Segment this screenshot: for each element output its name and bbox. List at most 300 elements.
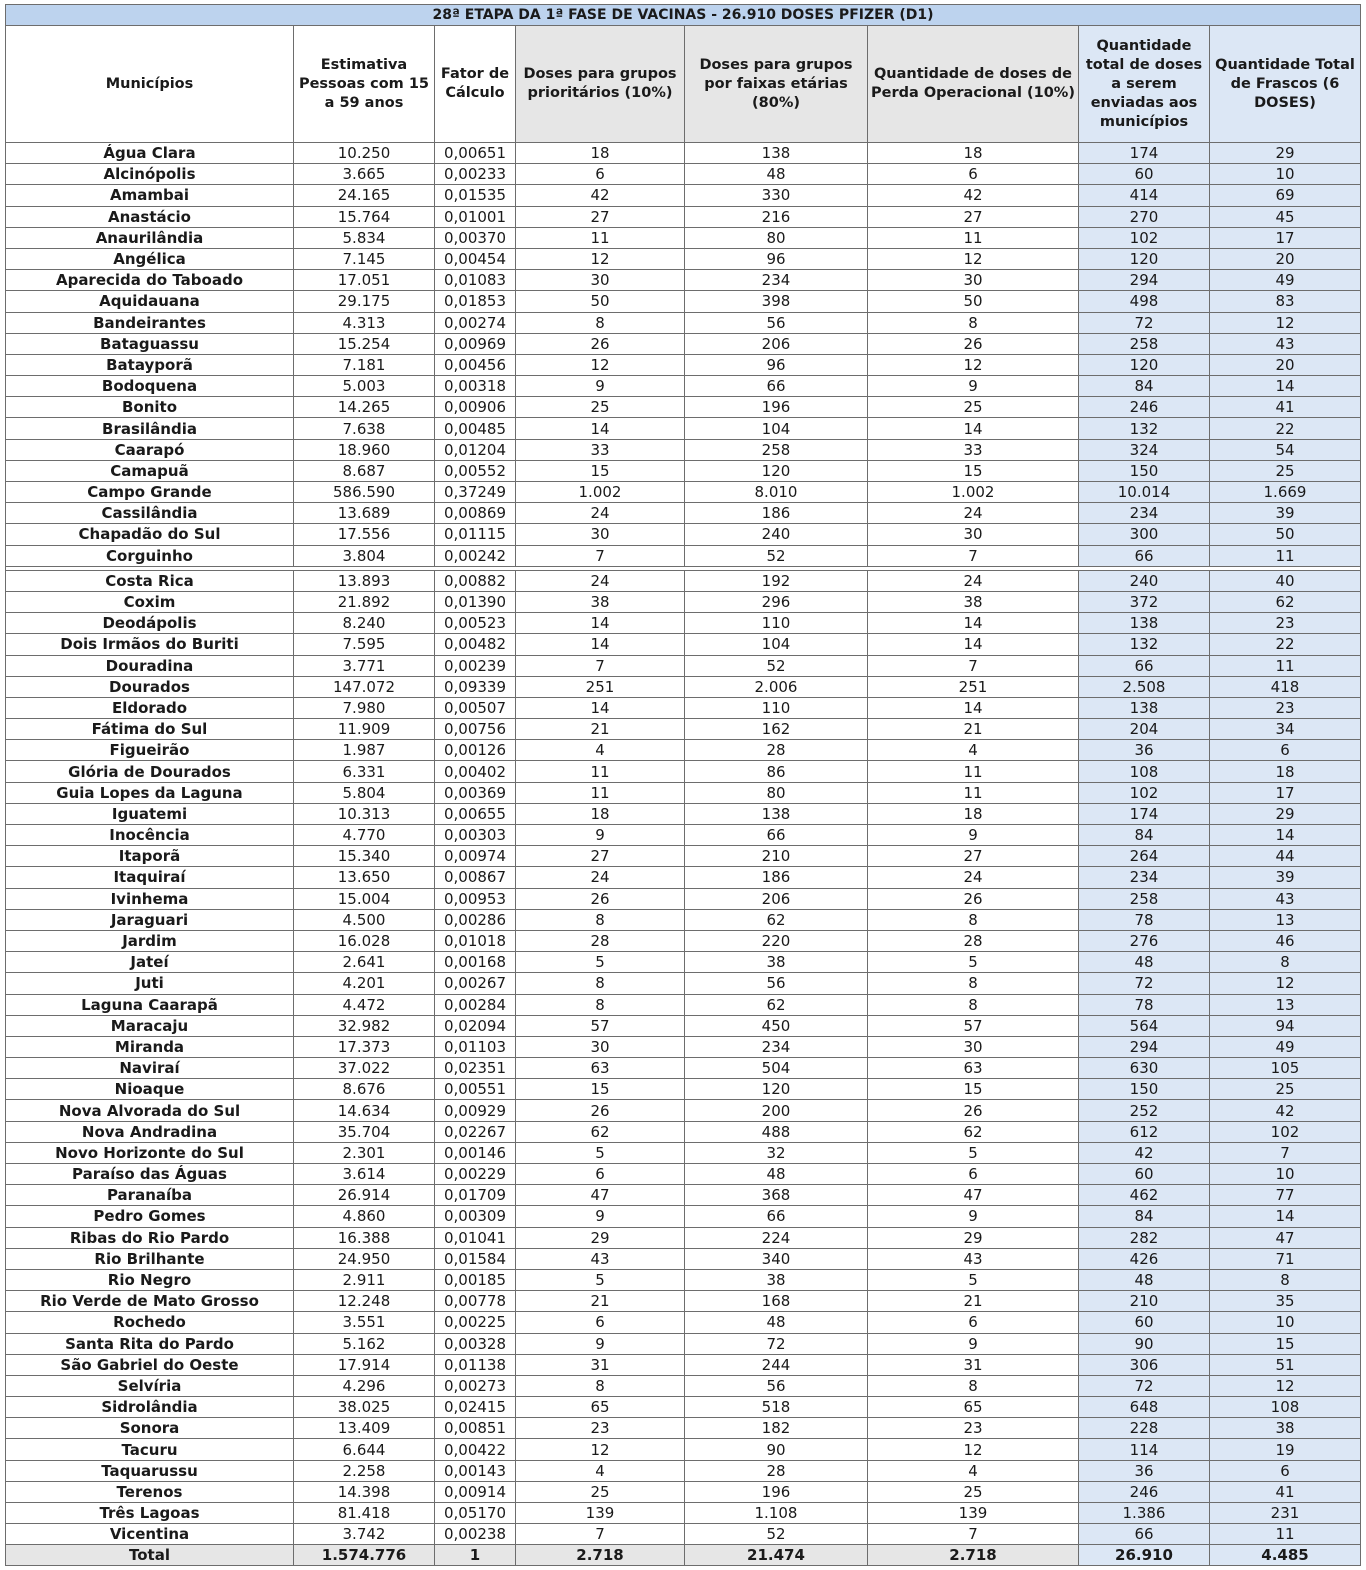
- cell-municipio: Eldorado: [6, 697, 294, 718]
- cell-perda-operacional: 21: [868, 1291, 1079, 1312]
- cell-fator: 0,00914: [435, 1481, 516, 1502]
- cell-perda-operacional: 5: [868, 1269, 1079, 1290]
- cell-doses-prioritarios: 139: [516, 1503, 685, 1524]
- cell-perda-operacional: 24: [868, 503, 1079, 524]
- cell-fator: 0,01390: [435, 591, 516, 612]
- cell-total-doses: 78: [1079, 909, 1210, 930]
- cell-total-doses: 120: [1079, 354, 1210, 375]
- cell-doses-prioritarios: 24: [516, 570, 685, 591]
- cell-doses-prioritarios: 18: [516, 143, 685, 164]
- cell-total-doses: 138: [1079, 613, 1210, 634]
- cell-estimativa: 21.892: [294, 591, 435, 612]
- cell-doses-faixas: 450: [685, 1015, 868, 1036]
- cell-fator: 0,37249: [435, 482, 516, 503]
- cell-estimativa: 2.301: [294, 1142, 435, 1163]
- cell-municipio: Pedro Gomes: [6, 1206, 294, 1227]
- cell-municipio: Dourados: [6, 676, 294, 697]
- cell-estimativa: 7.638: [294, 418, 435, 439]
- cell-doses-faixas: 38: [685, 952, 868, 973]
- cell-estimativa: 10.250: [294, 143, 435, 164]
- cell-municipio: Santa Rita do Pardo: [6, 1333, 294, 1354]
- cell-perda-operacional: 47: [868, 1185, 1079, 1206]
- cell-estimativa: 5.003: [294, 376, 435, 397]
- cell-municipio: Aparecida do Taboado: [6, 270, 294, 291]
- cell-doses-faixas: 398: [685, 291, 868, 312]
- cell-fator: 0,00974: [435, 846, 516, 867]
- cell-doses-prioritarios: 11: [516, 227, 685, 248]
- cell-doses-prioritarios: 7: [516, 655, 685, 676]
- cell-doses-faixas: 96: [685, 248, 868, 269]
- cell-fator: 0,00146: [435, 1142, 516, 1163]
- cell-municipio: Fátima do Sul: [6, 719, 294, 740]
- cell-municipio: Rio Verde de Mato Grosso: [6, 1291, 294, 1312]
- cell-estimativa: 26.914: [294, 1185, 435, 1206]
- cell-total-doses: 84: [1079, 825, 1210, 846]
- cell-municipio: Brasilândia: [6, 418, 294, 439]
- cell-perda-operacional: 57: [868, 1015, 1079, 1036]
- cell-estimativa: 15.764: [294, 206, 435, 227]
- cell-total-frascos: 105: [1210, 1058, 1361, 1079]
- cell-doses-prioritarios: 12: [516, 248, 685, 269]
- cell-total-doses: 10.014: [1079, 482, 1210, 503]
- cell-doses-faixas: 104: [685, 634, 868, 655]
- cell-municipio: Jaraguari: [6, 909, 294, 930]
- table-body: [6, 143, 1361, 1545]
- cell-doses-faixas: 244: [685, 1354, 868, 1375]
- cell-total-frascos: 14: [1210, 1206, 1361, 1227]
- cell-total-frascos: 22: [1210, 418, 1361, 439]
- cell-total-frascos: 69: [1210, 185, 1361, 206]
- cell-doses-faixas: 28: [685, 740, 868, 761]
- cell-municipio: Terenos: [6, 1481, 294, 1502]
- cell-doses-faixas: 56: [685, 312, 868, 333]
- table-row: [6, 1206, 1361, 1227]
- cell-perda-operacional: 9: [868, 825, 1079, 846]
- cell-total-doses: 78: [1079, 994, 1210, 1015]
- cell-municipio: Nova Alvorada do Sul: [6, 1100, 294, 1121]
- cell-doses-faixas: 72: [685, 1333, 868, 1354]
- cell-doses-faixas: 504: [685, 1058, 868, 1079]
- cell-total-frascos: 231: [1210, 1503, 1361, 1524]
- cell-municipio: Bodoquena: [6, 376, 294, 397]
- cell-total-frascos: 29: [1210, 143, 1361, 164]
- total-doses-prioritarios: 2.718: [516, 1545, 685, 1566]
- cell-estimativa: 13.409: [294, 1418, 435, 1439]
- cell-municipio: Paraíso das Águas: [6, 1164, 294, 1185]
- table-row: [6, 867, 1361, 888]
- cell-municipio: Novo Horizonte do Sul: [6, 1142, 294, 1163]
- cell-perda-operacional: 12: [868, 1439, 1079, 1460]
- cell-municipio: Rio Brilhante: [6, 1248, 294, 1269]
- cell-fator: 0,00168: [435, 952, 516, 973]
- cell-total-doses: 270: [1079, 206, 1210, 227]
- cell-perda-operacional: 18: [868, 143, 1079, 164]
- cell-total-doses: 264: [1079, 846, 1210, 867]
- cell-total-frascos: 14: [1210, 825, 1361, 846]
- cell-doses-faixas: 258: [685, 439, 868, 460]
- cell-estimativa: 24.950: [294, 1248, 435, 1269]
- cell-municipio: Rochedo: [6, 1312, 294, 1333]
- cell-total-doses: 234: [1079, 503, 1210, 524]
- table-row: [6, 888, 1361, 909]
- cell-perda-operacional: 9: [868, 1206, 1079, 1227]
- cell-total-frascos: 1.669: [1210, 482, 1361, 503]
- cell-fator: 0,01535: [435, 185, 516, 206]
- cell-estimativa: 6.331: [294, 761, 435, 782]
- cell-doses-prioritarios: 28: [516, 930, 685, 951]
- cell-estimativa: 35.704: [294, 1121, 435, 1142]
- cell-estimativa: 13.893: [294, 570, 435, 591]
- table-row: [6, 1079, 1361, 1100]
- cell-doses-prioritarios: 11: [516, 761, 685, 782]
- table-row: [6, 248, 1361, 269]
- cell-total-doses: 66: [1079, 655, 1210, 676]
- cell-municipio: Cassilândia: [6, 503, 294, 524]
- cell-total-frascos: 25: [1210, 1079, 1361, 1100]
- cell-total-doses: 630: [1079, 1058, 1210, 1079]
- cell-fator: 0,01204: [435, 439, 516, 460]
- cell-total-doses: 2.508: [1079, 676, 1210, 697]
- cell-doses-faixas: 38: [685, 1269, 868, 1290]
- cell-total-frascos: 108: [1210, 1397, 1361, 1418]
- cell-fator: 0,00185: [435, 1269, 516, 1290]
- table-row: [6, 1185, 1361, 1206]
- cell-perda-operacional: 27: [868, 206, 1079, 227]
- cell-doses-prioritarios: 21: [516, 1291, 685, 1312]
- vaccine-distribution-table: [5, 4, 1361, 1566]
- cell-doses-faixas: 234: [685, 1036, 868, 1057]
- cell-doses-prioritarios: 47: [516, 1185, 685, 1206]
- cell-fator: 0,00284: [435, 994, 516, 1015]
- cell-doses-prioritarios: 24: [516, 503, 685, 524]
- cell-fator: 0,02415: [435, 1397, 516, 1418]
- cell-total-frascos: 41: [1210, 397, 1361, 418]
- cell-doses-prioritarios: 14: [516, 613, 685, 634]
- table-row: [6, 803, 1361, 824]
- cell-total-frascos: 10: [1210, 1312, 1361, 1333]
- cell-doses-faixas: 96: [685, 354, 868, 375]
- cell-total-doses: 246: [1079, 397, 1210, 418]
- cell-doses-prioritarios: 30: [516, 1036, 685, 1057]
- cell-doses-faixas: 488: [685, 1121, 868, 1142]
- cell-perda-operacional: 8: [868, 312, 1079, 333]
- cell-total-frascos: 45: [1210, 206, 1361, 227]
- cell-doses-faixas: 8.010: [685, 482, 868, 503]
- cell-estimativa: 15.254: [294, 333, 435, 354]
- cell-total-frascos: 51: [1210, 1354, 1361, 1375]
- cell-total-frascos: 11: [1210, 545, 1361, 566]
- cell-total-frascos: 8: [1210, 952, 1361, 973]
- cell-doses-prioritarios: 33: [516, 439, 685, 460]
- cell-perda-operacional: 30: [868, 524, 1079, 545]
- cell-doses-prioritarios: 62: [516, 1121, 685, 1142]
- cell-municipio: Juti: [6, 973, 294, 994]
- cell-estimativa: 4.296: [294, 1375, 435, 1396]
- cell-doses-prioritarios: 31: [516, 1354, 685, 1375]
- cell-perda-operacional: 15: [868, 460, 1079, 481]
- cell-total-doses: 174: [1079, 143, 1210, 164]
- cell-fator: 0,02267: [435, 1121, 516, 1142]
- cell-fator: 0,02351: [435, 1058, 516, 1079]
- cell-estimativa: 38.025: [294, 1397, 435, 1418]
- total-row: [6, 1545, 1361, 1566]
- cell-total-frascos: 22: [1210, 634, 1361, 655]
- cell-doses-faixas: 62: [685, 909, 868, 930]
- table-row: [6, 545, 1361, 566]
- cell-fator: 0,00454: [435, 248, 516, 269]
- cell-perda-operacional: 6: [868, 164, 1079, 185]
- cell-total-doses: 246: [1079, 1481, 1210, 1502]
- cell-total-doses: 258: [1079, 333, 1210, 354]
- total-estimativa: 1.574.776: [294, 1545, 435, 1566]
- cell-fator: 0,01041: [435, 1227, 516, 1248]
- cell-doses-prioritarios: 14: [516, 418, 685, 439]
- cell-municipio: Itaporã: [6, 846, 294, 867]
- cell-fator: 0,00953: [435, 888, 516, 909]
- cell-total-frascos: 29: [1210, 803, 1361, 824]
- cell-fator: 0,00274: [435, 312, 516, 333]
- cell-perda-operacional: 65: [868, 1397, 1079, 1418]
- cell-estimativa: 4.201: [294, 973, 435, 994]
- cell-total-frascos: 17: [1210, 227, 1361, 248]
- cell-doses-prioritarios: 12: [516, 354, 685, 375]
- cell-fator: 0,00651: [435, 143, 516, 164]
- cell-doses-prioritarios: 5: [516, 1269, 685, 1290]
- cell-perda-operacional: 30: [868, 270, 1079, 291]
- cell-doses-prioritarios: 38: [516, 591, 685, 612]
- cell-total-doses: 228: [1079, 1418, 1210, 1439]
- cell-total-doses: 1.386: [1079, 1503, 1210, 1524]
- cell-total-frascos: 20: [1210, 354, 1361, 375]
- cell-fator: 0,00229: [435, 1164, 516, 1185]
- cell-total-frascos: 49: [1210, 1036, 1361, 1057]
- cell-estimativa: 3.742: [294, 1524, 435, 1545]
- cell-total-doses: 108: [1079, 761, 1210, 782]
- cell-municipio: Figueirão: [6, 740, 294, 761]
- cell-perda-operacional: 251: [868, 676, 1079, 697]
- table-row: [6, 846, 1361, 867]
- cell-doses-prioritarios: 24: [516, 867, 685, 888]
- header-total-doses: Quantidade total de doses a serem enviadas aos municípios: [1079, 26, 1210, 143]
- cell-municipio: Corguinho: [6, 545, 294, 566]
- cell-doses-faixas: 138: [685, 803, 868, 824]
- cell-perda-operacional: 12: [868, 248, 1079, 269]
- cell-total-frascos: 17: [1210, 782, 1361, 803]
- cell-total-frascos: 20: [1210, 248, 1361, 269]
- cell-estimativa: 24.165: [294, 185, 435, 206]
- cell-doses-prioritarios: 8: [516, 909, 685, 930]
- cell-estimativa: 17.914: [294, 1354, 435, 1375]
- cell-municipio: Selvíria: [6, 1375, 294, 1396]
- table-row: [6, 418, 1361, 439]
- cell-doses-faixas: 186: [685, 867, 868, 888]
- table-row: [6, 270, 1361, 291]
- cell-doses-prioritarios: 25: [516, 1481, 685, 1502]
- total-label: Total: [6, 1545, 294, 1566]
- table-row: [6, 291, 1361, 312]
- table-row: [6, 524, 1361, 545]
- cell-fator: 0,00507: [435, 697, 516, 718]
- cell-estimativa: 81.418: [294, 1503, 435, 1524]
- cell-doses-faixas: 120: [685, 1079, 868, 1100]
- cell-perda-operacional: 25: [868, 397, 1079, 418]
- table-row: [6, 1503, 1361, 1524]
- cell-perda-operacional: 9: [868, 1333, 1079, 1354]
- cell-municipio: Taquarussu: [6, 1460, 294, 1481]
- cell-doses-faixas: 48: [685, 164, 868, 185]
- cell-fator: 0,00551: [435, 1079, 516, 1100]
- cell-doses-faixas: 28: [685, 1460, 868, 1481]
- cell-fator: 0,00867: [435, 867, 516, 888]
- cell-total-doses: 234: [1079, 867, 1210, 888]
- cell-total-doses: 48: [1079, 952, 1210, 973]
- cell-municipio: Miranda: [6, 1036, 294, 1057]
- table-row: [6, 376, 1361, 397]
- cell-perda-operacional: 139: [868, 1503, 1079, 1524]
- cell-estimativa: 14.398: [294, 1481, 435, 1502]
- cell-perda-operacional: 11: [868, 227, 1079, 248]
- cell-doses-prioritarios: 9: [516, 1333, 685, 1354]
- table-row: [6, 439, 1361, 460]
- cell-perda-operacional: 63: [868, 1058, 1079, 1079]
- cell-total-doses: 300: [1079, 524, 1210, 545]
- cell-doses-prioritarios: 23: [516, 1418, 685, 1439]
- cell-estimativa: 7.181: [294, 354, 435, 375]
- cell-perda-operacional: 18: [868, 803, 1079, 824]
- cell-estimativa: 10.313: [294, 803, 435, 824]
- cell-total-frascos: 54: [1210, 439, 1361, 460]
- cell-perda-operacional: 33: [868, 439, 1079, 460]
- cell-doses-faixas: 168: [685, 1291, 868, 1312]
- table-row: [6, 1460, 1361, 1481]
- cell-doses-prioritarios: 5: [516, 1142, 685, 1163]
- cell-doses-prioritarios: 15: [516, 460, 685, 481]
- cell-doses-prioritarios: 18: [516, 803, 685, 824]
- cell-total-doses: 60: [1079, 164, 1210, 185]
- cell-doses-prioritarios: 43: [516, 1248, 685, 1269]
- cell-perda-operacional: 26: [868, 1100, 1079, 1121]
- header-perda-operacional: Quantidade de doses de Perda Operacional (10%): [868, 26, 1079, 143]
- header-estimativa: Estimativa Pessoas com 15 a 59 anos: [294, 26, 435, 143]
- cell-municipio: Jardim: [6, 930, 294, 951]
- table-row: [6, 1418, 1361, 1439]
- cell-fator: 0,01138: [435, 1354, 516, 1375]
- cell-doses-prioritarios: 8: [516, 312, 685, 333]
- cell-estimativa: 16.028: [294, 930, 435, 951]
- cell-doses-prioritarios: 251: [516, 676, 685, 697]
- table-row: [6, 397, 1361, 418]
- cell-municipio: Costa Rica: [6, 570, 294, 591]
- cell-doses-faixas: 224: [685, 1227, 868, 1248]
- cell-doses-prioritarios: 7: [516, 1524, 685, 1545]
- cell-municipio: Chapadão do Sul: [6, 524, 294, 545]
- cell-doses-prioritarios: 15: [516, 1079, 685, 1100]
- cell-estimativa: 2.258: [294, 1460, 435, 1481]
- table-row: [6, 1524, 1361, 1545]
- cell-perda-operacional: 31: [868, 1354, 1079, 1375]
- table-row: [6, 143, 1361, 164]
- total-frascos: 4.485: [1210, 1545, 1361, 1566]
- cell-doses-prioritarios: 8: [516, 973, 685, 994]
- cell-doses-prioritarios: 14: [516, 697, 685, 718]
- table-row: [6, 825, 1361, 846]
- cell-estimativa: 3.614: [294, 1164, 435, 1185]
- cell-doses-prioritarios: 9: [516, 1206, 685, 1227]
- cell-doses-faixas: 2.006: [685, 676, 868, 697]
- cell-total-frascos: 23: [1210, 697, 1361, 718]
- cell-total-doses: 174: [1079, 803, 1210, 824]
- cell-perda-operacional: 26: [868, 888, 1079, 909]
- cell-fator: 0,00869: [435, 503, 516, 524]
- cell-estimativa: 4.500: [294, 909, 435, 930]
- cell-fator: 0,00523: [435, 613, 516, 634]
- cell-doses-prioritarios: 4: [516, 1460, 685, 1481]
- cell-estimativa: 3.551: [294, 1312, 435, 1333]
- cell-estimativa: 147.072: [294, 676, 435, 697]
- table-row: [6, 591, 1361, 612]
- cell-doses-faixas: 90: [685, 1439, 868, 1460]
- cell-doses-faixas: 120: [685, 460, 868, 481]
- table-row: [6, 206, 1361, 227]
- cell-perda-operacional: 25: [868, 1481, 1079, 1502]
- cell-doses-prioritarios: 14: [516, 634, 685, 655]
- cell-doses-prioritarios: 26: [516, 1100, 685, 1121]
- cell-total-doses: 114: [1079, 1439, 1210, 1460]
- table-row: [6, 1121, 1361, 1142]
- header-fator: Fator de Cálculo: [435, 26, 516, 143]
- cell-municipio: São Gabriel do Oeste: [6, 1354, 294, 1375]
- cell-municipio: Angélica: [6, 248, 294, 269]
- cell-total-doses: 426: [1079, 1248, 1210, 1269]
- cell-estimativa: 586.590: [294, 482, 435, 503]
- table-row: [6, 930, 1361, 951]
- table-row: [6, 1036, 1361, 1057]
- cell-municipio: Bonito: [6, 397, 294, 418]
- cell-total-frascos: 49: [1210, 270, 1361, 291]
- cell-doses-faixas: 206: [685, 888, 868, 909]
- cell-doses-prioritarios: 26: [516, 888, 685, 909]
- cell-total-frascos: 11: [1210, 655, 1361, 676]
- cell-estimativa: 13.650: [294, 867, 435, 888]
- cell-perda-operacional: 8: [868, 1375, 1079, 1396]
- cell-doses-faixas: 368: [685, 1185, 868, 1206]
- table-row: [6, 1333, 1361, 1354]
- cell-doses-prioritarios: 5: [516, 952, 685, 973]
- cell-total-doses: 306: [1079, 1354, 1210, 1375]
- cell-perda-operacional: 43: [868, 1248, 1079, 1269]
- cell-perda-operacional: 12: [868, 354, 1079, 375]
- cell-total-doses: 240: [1079, 570, 1210, 591]
- cell-total-frascos: 6: [1210, 1460, 1361, 1481]
- cell-perda-operacional: 4: [868, 1460, 1079, 1481]
- cell-municipio: Deodápolis: [6, 613, 294, 634]
- cell-doses-faixas: 210: [685, 846, 868, 867]
- cell-perda-operacional: 1.002: [868, 482, 1079, 503]
- cell-doses-prioritarios: 50: [516, 291, 685, 312]
- cell-perda-operacional: 29: [868, 1227, 1079, 1248]
- cell-municipio: Água Clara: [6, 143, 294, 164]
- cell-estimativa: 4.313: [294, 312, 435, 333]
- cell-fator: 0,00882: [435, 570, 516, 591]
- cell-doses-faixas: 110: [685, 697, 868, 718]
- cell-estimativa: 17.556: [294, 524, 435, 545]
- cell-estimativa: 2.641: [294, 952, 435, 973]
- cell-perda-operacional: 26: [868, 333, 1079, 354]
- cell-total-frascos: 12: [1210, 1375, 1361, 1396]
- cell-total-frascos: 13: [1210, 994, 1361, 1015]
- table-row: [6, 719, 1361, 740]
- table-row: [6, 333, 1361, 354]
